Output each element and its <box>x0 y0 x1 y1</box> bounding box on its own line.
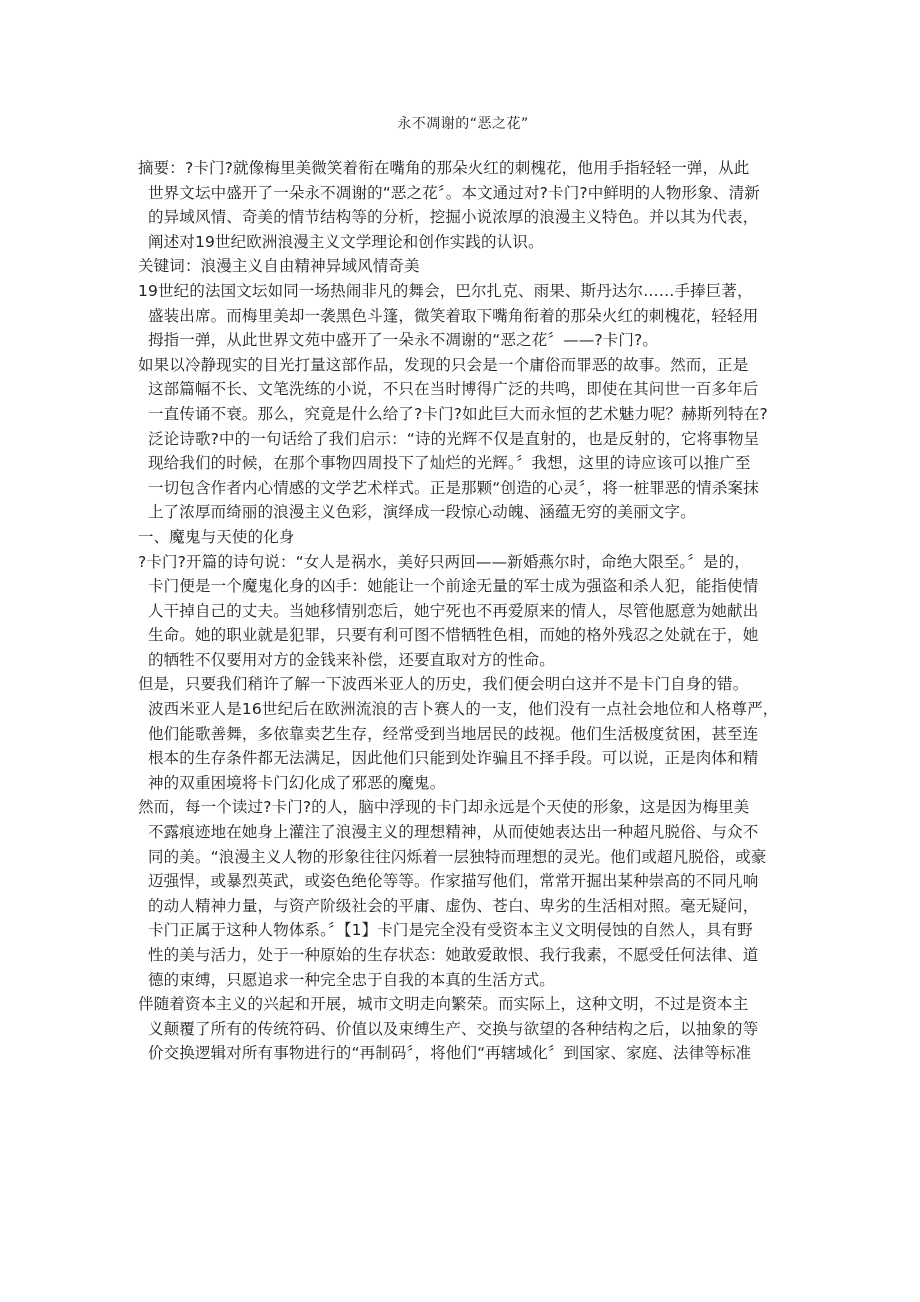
abstract-paragraph <box>138 156 788 254</box>
body-paragraph <box>138 795 788 992</box>
text-line: 一、魔鬼与天使的化身 <box>138 527 295 546</box>
text-line: 人干掉自己的丈夫。当她移情别恋后，她宁死也不再爱原来的情人，尽管他愿意为她献出 <box>148 601 759 620</box>
text-line: 神的双重困境将卡门幻化成了邪恶的魔鬼。 <box>148 773 446 792</box>
text-line: 一直传诵不衰。那么，究竟是什么给了?卡门?如此巨大而永恒的艺术魅力呢？赫斯列特在? <box>148 404 768 423</box>
text-line: 性的美与活力，处于一种原始的生存状态：她敢爱敢恨、我行我素，不愿受任何法律、道 <box>148 946 759 964</box>
text-line: 摘要：?卡门?就像梅里美微笑着衔在嘴角的那朵火红的刺槐花，他用手指轻轻一弹，从此 <box>138 159 750 177</box>
document-body <box>138 156 788 1066</box>
body-paragraph <box>138 672 788 795</box>
section-heading <box>138 525 788 550</box>
text-line: 义颠覆了所有的传统符码、价值以及束缚生产、交换与欲望的各种结构之后，以抽象的等 <box>148 1019 759 1038</box>
text-line: 生命。她的职业就是犯罪，只要有利可图不惜牺牲色相，而她的格外残忍之处就在于，她 <box>148 626 759 645</box>
text-line: 关键词：浪漫主义自由精神异域风情奇美 <box>138 257 420 276</box>
body-paragraph <box>138 353 788 525</box>
text-line: 的牺牲不仅要用对方的金钱来补偿，还要直取对方的性命。 <box>148 650 555 669</box>
text-line: 上了浓厚而绮丽的浪漫主义色彩，演绎成一段惊心动魄、涵蕴无穷的美丽文字。 <box>148 503 696 522</box>
text-line: 卡门便是一个魔鬼化身的凶手：她能让一个前途无量的军士成为强盗和杀人犯，能指使情 <box>148 577 759 596</box>
text-line: 然而，每一个读过?卡门?的人，脑中浮现的卡门却永远是个天使的形象，这是因为梅里美 <box>138 798 750 817</box>
text-line: 价交换逻辑对所有事物进行的“再制码〞，将他们“再辖域化〞到国家、家庭、法律等标准 <box>148 1044 752 1063</box>
text-line: 伴随着资本主义的兴起和开展，城市文明走向繁荣。而实际上，这种文明，不过是资本主 <box>138 995 749 1014</box>
text-line: 但是，只要我们稍许了解一下波西米亚人的历史，我们便会明白这并不是卡门自身的错。 <box>138 675 749 694</box>
document-page <box>138 114 788 1066</box>
body-paragraph <box>138 550 788 673</box>
text-line: 的动人精神力量，与资产阶级社会的平庸、虚伪、苍白、卑劣的生活相对照。毫无疑问， <box>148 896 759 915</box>
text-line: 泛论诗歌?中的一句话给了我们启示：“诗的光辉不仅是直射的，也是反射的，它将事物呈 <box>148 429 760 448</box>
text-line: 这部篇幅不长、文笔洗练的小说，不只在当时博得广泛的共鸣，即使在其问世一百多年后 <box>148 380 759 399</box>
text-line: 德的束缚，只愿追求一种完全忠于自我的本真的生活方式。 <box>148 970 555 989</box>
text-line: ?卡门?开篇的诗句说：“女人是祸水，美好只两回——新婚燕尔时，命绝大限至。〞是的， <box>138 552 750 571</box>
text-line: 阐述对19世纪欧洲浪漫主义文学理论和创作实践的认识。 <box>148 232 544 251</box>
text-line: 迈强悍，或暴烈英武，或姿色绝伦等等。作家描写他们，常常开掘出某种崇高的不同凡响 <box>148 872 759 891</box>
text-line: 一切包含作者内心情感的文学艺术样式。正是那颗“创造的心灵〞，将一桩罪恶的情杀案抹 <box>148 478 759 497</box>
text-line: 盛装出席。而梅里美却一袭黑色斗篷，微笑着取下嘴角衔着的那朵火红的刺槐花，轻轻用 <box>148 306 759 325</box>
text-line: 波西米亚人是16世纪后在欧洲流浪的吉卜赛人的一支，他们没有一点社会地位和人格尊严， <box>148 700 779 719</box>
text-line: 同的美。“浪漫主义人物的形象往往闪烁着一层独特而理想的灵光。他们或超凡脱俗，或豪 <box>148 847 767 866</box>
document-title: 永不凋谢的“恶之花” <box>397 116 529 132</box>
keywords-line <box>138 254 788 279</box>
text-line: 他们能歌善舞，多依靠卖艺生存，经常受到当地居民的歧视。他们生活极度贫困，甚至连 <box>148 724 759 743</box>
text-line: 世界文坛中盛开了一朵永不凋谢的“恶之花〞。本文通过对?卡门?中鲜明的人物形象、清新 <box>148 183 760 202</box>
text-line: 19世纪的法国文坛如同一场热闹非凡的舞会，巴尔扎克、雨果、斯丹达尔……手捧巨著， <box>138 281 753 300</box>
text-line: 根本的生存条件都无法满足，因此他们只能到处诈骗且不择手段。可以说，正是肉体和精 <box>148 749 759 768</box>
text-line: 卡门正属于这种人物体系。〞【1】卡门是完全没有受资本主义文明侵蚀的自然人，具有野 <box>148 921 753 940</box>
text-line: 拇指一弹，从此世界文苑中盛开了一朵永不凋谢的“恶之花〞——?卡门?。 <box>148 331 659 350</box>
text-line: 现给我们的时候，在那个事物四周投下了灿烂的光辉。〞我想，这里的诗应该可以推广至 <box>148 454 751 473</box>
text-line: 如果以冷静现实的目光打量这部作品，发现的只会是一个庸俗而罪恶的故事。然而，正是 <box>138 355 749 374</box>
body-paragraph <box>138 992 788 1066</box>
body-paragraph <box>138 279 788 353</box>
text-line: 不露痕迹地在她身上灌注了浪漫主义的理想精神，从而使她表达出一种超凡脱俗、与众不 <box>148 823 759 842</box>
text-line: 的异域风情、奇美的情节结构等的分析，挖掘小说浓厚的浪漫主义特色。并以其为代表， <box>148 208 759 227</box>
